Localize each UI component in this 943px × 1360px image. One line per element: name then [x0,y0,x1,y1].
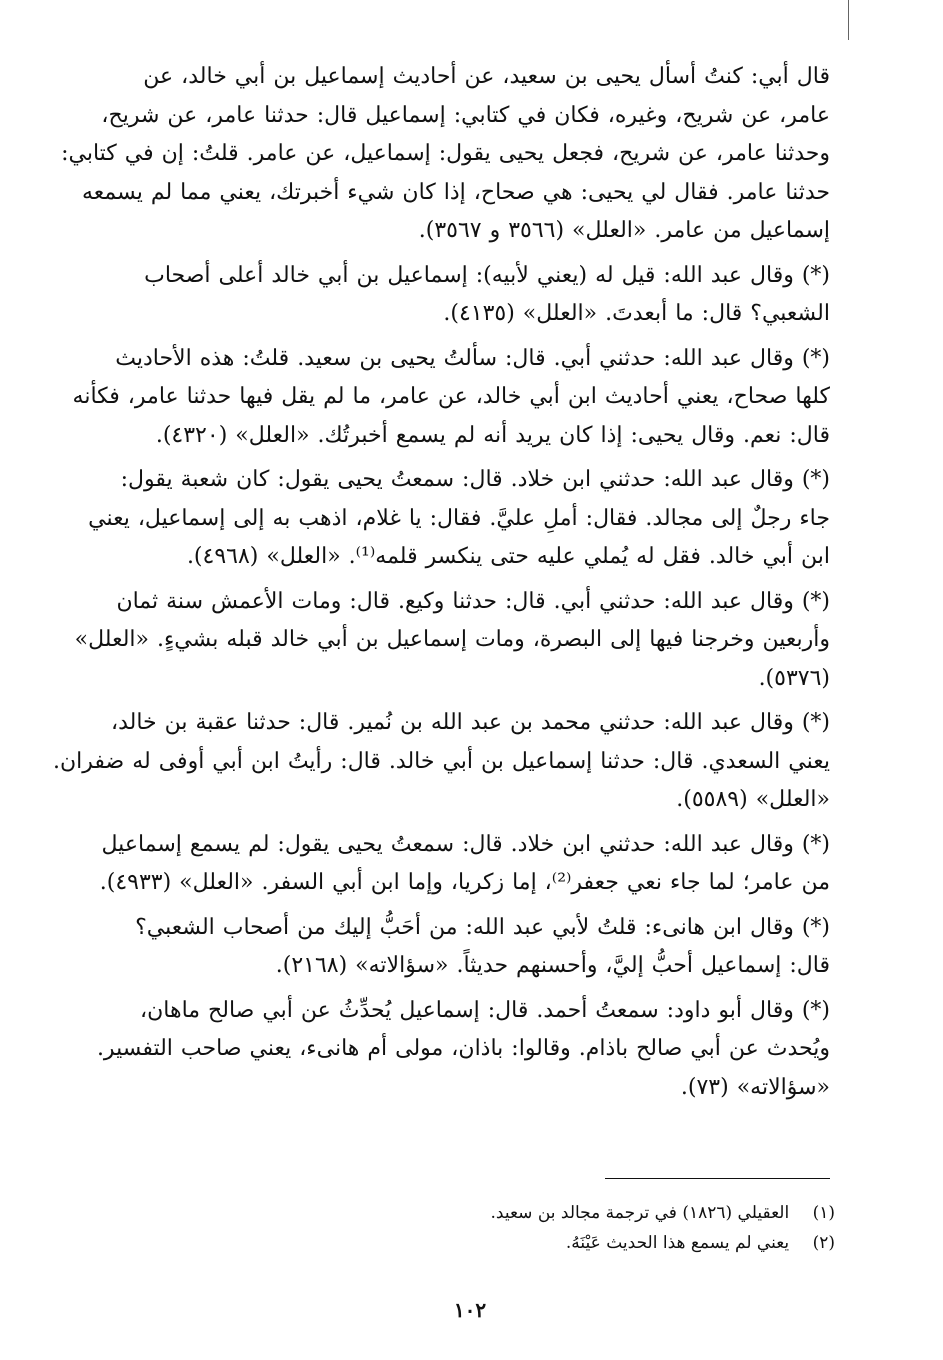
text-line: «سؤالاته» (٧٣). [680,1074,830,1100]
paragraph-7 [90,826,830,903]
text-line: (٥٣٧٦). [758,665,830,691]
paragraph-4 [90,461,830,577]
text-line: قال أبي: كنتُ أسأل يحيى بن سعيد، عن أحاديث إسماعيل بن أبي خالد، عن [143,64,830,89]
text-line: إسماعيل من عامر. «العلل» (٣٥٦٦ و ٣٥٦٧). [418,218,830,243]
footnote-text: العقيلي (١٨٢٦) في ترجمة مجالد بن سعيد. [490,1203,790,1223]
footnote-text: يعني لم يسمع هذا الحديث عَيْنَهُ. [565,1233,790,1253]
text-line: ابن أبي خالد. فقل له يُملي عليه حتى ينكسر قلمه⁽¹⁾. «العلل» (٤٩٦٨). [186,544,830,569]
footnote-divider [605,1178,830,1179]
text-line: قال: نعم. وقال يحيى: إذا كان يريد أنه لم يسمع أخبرتُك. «العلل» (٤٣٢٠). [155,422,830,448]
paragraph-9 [90,992,830,1108]
text-line: (*) وقال عبد الله: حدثني أبي. قال: حدثنا وكيع. قال: ومات الأعمش سنة ثمان [116,588,830,614]
text-line: عامر، عن شريح، وغيره، فكان في كتابي: إسماعيل قال: حدثنا عامر، عن شريح، [101,102,830,128]
footnote-1 [300,1198,835,1228]
text-line: (*) وقال عبد الله: حدثني ابن خلاد. قال: سمعتُ يحيى يقول: لم يسمع إسماعيل [101,831,830,857]
text-line: ويُحدث عن أبي صالح باذام. وقالوا: باذان، مولى أم هانىء، يعني صاحب التفسير. [96,1036,830,1061]
paragraph-8 [90,909,830,986]
text-line: (*) وقال أبو داود: سمعتُ أحمد. قال: إسماعيل يُحدِّثُ عن أبي صالح ماهان، [140,997,830,1023]
paragraph-5 [74,583,830,699]
paragraph-1 [61,58,830,251]
text-line: كلها صحاح، يعني أحاديث ابن أبي خالد، عن عامر، ما لم يقل فيها حدثنا عامر، فكأنه [72,384,830,409]
footnote-number: (١) [812,1203,835,1223]
footnote-number: (٢) [812,1233,835,1253]
text-line: «العلل» (٥٥٨٩). [676,787,830,812]
text-line: قال: إسماعيل أحبُّ إليَّ، وأحسنهم حديثاً. «سؤالاته» (٢١٦٨). [275,953,830,978]
main-text [53,58,830,1113]
text-line: الشعبي؟ قال: ما أبعدتَ. «العلل» (٤١٣٥). [443,301,830,326]
text-line: (*) وقال عبد الله: حدثني ابن خلاد. قال: سمعتُ يحيى يقول: كان شعبة يقول: [120,467,830,492]
paragraph-6 [53,704,830,820]
text-line: (*) وقال ابن هانىء: قلتُ لأبي عبد الله: من أحَبُّ إليك من أصحاب الشعبي؟ [135,914,830,940]
text-line: (*) وقال عبد الله: قيل له (يعني لأبيه): إسماعيل بن أبي خالد أعلى أصحاب [144,262,830,288]
text-line: جاء رجلٌ إلى مجالد. فقال: أملِ عليَّ. فقال: يا غلام، اذهب به إلى إسماعيل، يعني [88,505,830,531]
page-number: ١٠٢ [453,1298,487,1322]
text-line: (*) وقال عبد الله: حدثني محمد بن عبد الله بن نُمير. قال: حدثنا عقبة بن خالد، [110,710,830,735]
paragraph-2 [90,257,830,334]
footnote-2 [300,1228,835,1258]
text-line: وحدثنا عامر، عن شريح، فجعل يحيى يقول: إسماعيل، عن عامر. قلتُ: إن في كتابي: [61,141,830,166]
text-line: يعني السعدي. قال: حدثنا إسماعيل بن أبي خالد. قال: رأيتُ ابن أبي أوفى له ضفران. [53,748,830,774]
text-line: وأربعين وخرجنا فيها إلى البصرة، ومات إسماعيل بن أبي خالد قبله بشيءٍ. «العلل» [74,627,830,652]
footnotes [300,1198,835,1258]
text-line: من عامر؛ لما جاء نعي جعفر⁽²⁾، إما زكريا، وإما ابن أبي السفر. «العلل» (٤٩٣٣). [99,870,830,895]
paragraph-3 [72,340,830,456]
text-line: (*) وقال عبد الله: حدثني أبي. قال: سألتُ يحيى بن سعيد. قلتُ: هذه الأحاديث [115,345,830,371]
scan-edge-mark [848,0,849,40]
text-line: حدثنا عامر. فقال لي يحيى: هي صحاح، إذا كان شيء أخبرتك، يعني مما لم يسمعه [81,179,830,205]
